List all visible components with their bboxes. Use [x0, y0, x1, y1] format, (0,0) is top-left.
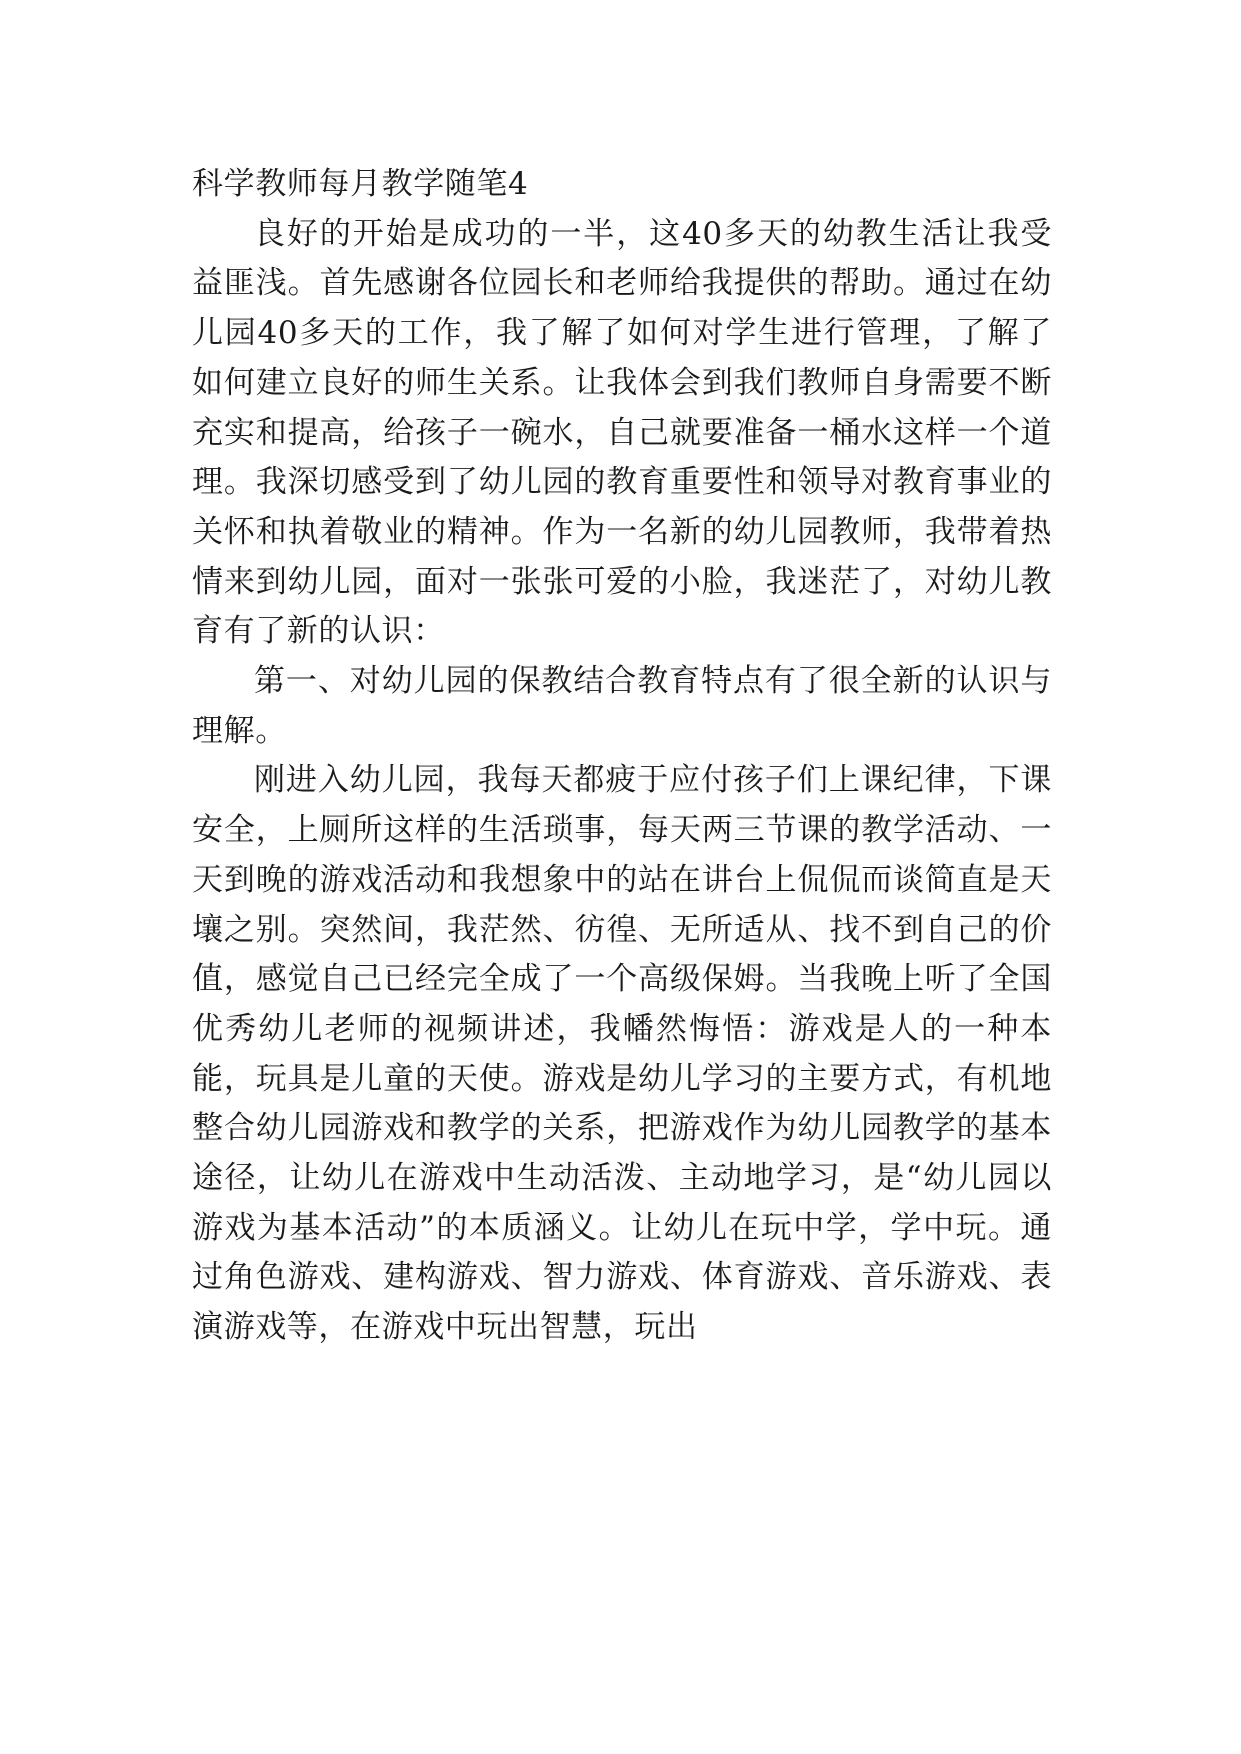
paragraph-2: 第一、对幼儿园的保教结合教育特点有了很全新的认识与理解。: [192, 663, 1052, 749]
document-body: [192, 160, 1052, 1353]
paragraph-1: 良好的开始是成功的一半，这40多天的幼教生活让我受益匪浅。首先感谢各位园长和老师给我提供的帮助。通过在幼儿园40多天的工作，我了解了如何对学生进行管理，了解了如何建立良好的师生关系。让我体会到我们教师自身需要不断充实和提高，给孩子一碗水，自己就要准备一桶水这样一个道理。我深切感受到了幼儿园的教育重要性和领导对教育事业的关怀和执着敬业的精神。作为一名新的幼儿园教师，我带着热情来到幼儿园，面对一张张可爱的小脸，我迷茫了，对幼儿教育有了新的认识：: [192, 215, 1052, 650]
paragraph-3: 刚进入幼儿园，我每天都疲于应付孩子们上课纪律，下课安全，上厕所这样的生活琐事，每天两三节课的教学活动、一天到晚的游戏活动和我想象中的站在讲台上侃侃而谈简直是天壤之别。突然间，我茫然、彷徨、无所适从、找不到自己的价值，感觉自己已经完全成了一个高级保姆。当我晚上听了全国优秀幼儿老师的视频讲述，我幡然悔悟：游戏是人的一种本能，玩具是儿童的天使。游戏是幼儿学习的主要方式，有机地整合幼儿园游戏和教学的关系，把游戏作为幼儿园教学的基本途径，让幼儿在游戏中生动活泼、主动地学习，是“幼儿园以游戏为基本活动”的本质涵义。让幼儿在玩中学，学中玩。通过角色游戏、建构游戏、智力游戏、体育游戏、音乐游戏、表演游戏等，在游戏中玩出智慧，玩出: [192, 762, 1052, 1346]
document-title: 科学教师每月教学随笔4: [192, 166, 529, 202]
